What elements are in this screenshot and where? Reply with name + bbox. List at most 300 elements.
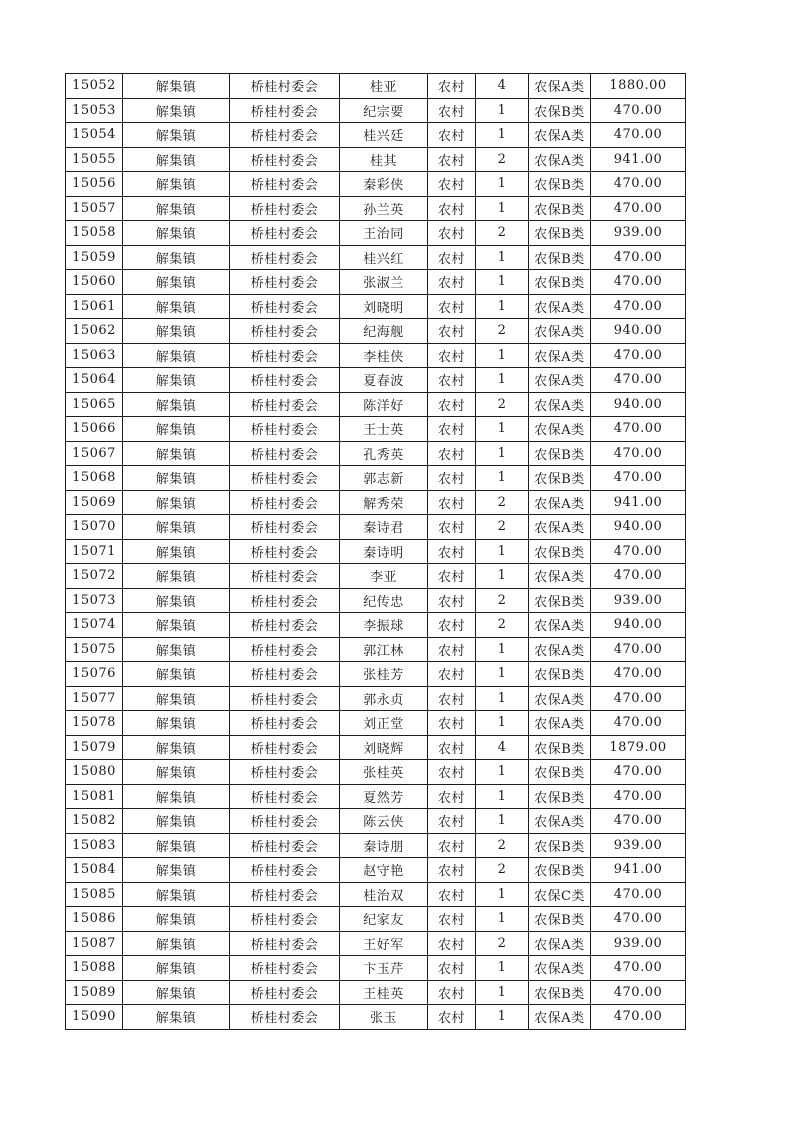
cell-town: 解集镇 xyxy=(123,784,230,809)
cell-name: 刘晓明 xyxy=(340,294,428,319)
cell-insurance: 农保B类 xyxy=(529,833,591,858)
cell-name: 纪家友 xyxy=(340,907,428,932)
cell-village: 桥桂村委会 xyxy=(230,539,340,564)
cell-category: 农村 xyxy=(428,147,476,172)
cell-count: 2 xyxy=(476,392,529,417)
cell-village: 桥桂村委会 xyxy=(230,809,340,834)
cell-village: 桥桂村委会 xyxy=(230,196,340,221)
cell-insurance: 农保A类 xyxy=(529,637,591,662)
table-row xyxy=(66,907,686,932)
table-row xyxy=(66,809,686,834)
cell-village: 桥桂村委会 xyxy=(230,882,340,907)
cell-count: 2 xyxy=(476,515,529,540)
cell-amount: 939.00 xyxy=(591,931,686,956)
cell-name: 张玉 xyxy=(340,1005,428,1030)
cell-amount: 470.00 xyxy=(591,956,686,981)
cell-count: 1 xyxy=(476,539,529,564)
cell-category: 农村 xyxy=(428,221,476,246)
cell-village: 桥桂村委会 xyxy=(230,784,340,809)
cell-insurance: 农保A类 xyxy=(529,294,591,319)
cell-village: 桥桂村委会 xyxy=(230,245,340,270)
cell-id: 15058 xyxy=(66,221,123,246)
cell-id: 15057 xyxy=(66,196,123,221)
cell-town: 解集镇 xyxy=(123,858,230,883)
cell-name: 李桂侠 xyxy=(340,343,428,368)
cell-category: 农村 xyxy=(428,539,476,564)
cell-village: 桥桂村委会 xyxy=(230,417,340,442)
cell-insurance: 农保B类 xyxy=(529,858,591,883)
cell-insurance: 农保A类 xyxy=(529,613,591,638)
cell-name: 解秀荣 xyxy=(340,490,428,515)
cell-insurance: 农保B类 xyxy=(529,760,591,785)
cell-amount: 470.00 xyxy=(591,1005,686,1030)
cell-category: 农村 xyxy=(428,441,476,466)
cell-id: 15062 xyxy=(66,319,123,344)
cell-insurance: 农保A类 xyxy=(529,368,591,393)
cell-insurance: 农保B类 xyxy=(529,98,591,123)
cell-town: 解集镇 xyxy=(123,931,230,956)
table-row xyxy=(66,466,686,491)
cell-id: 15077 xyxy=(66,686,123,711)
cell-insurance: 农保A类 xyxy=(529,931,591,956)
cell-id: 15080 xyxy=(66,760,123,785)
cell-id: 15064 xyxy=(66,368,123,393)
cell-category: 农村 xyxy=(428,294,476,319)
cell-amount: 941.00 xyxy=(591,147,686,172)
table-row xyxy=(66,417,686,442)
cell-village: 桥桂村委会 xyxy=(230,294,340,319)
cell-category: 农村 xyxy=(428,123,476,148)
cell-id: 15082 xyxy=(66,809,123,834)
cell-category: 农村 xyxy=(428,196,476,221)
table-row xyxy=(66,441,686,466)
cell-town: 解集镇 xyxy=(123,98,230,123)
cell-insurance: 农保B类 xyxy=(529,441,591,466)
cell-amount: 470.00 xyxy=(591,907,686,932)
cell-id: 15086 xyxy=(66,907,123,932)
cell-insurance: 农保A类 xyxy=(529,417,591,442)
cell-name: 王好军 xyxy=(340,931,428,956)
cell-id: 15055 xyxy=(66,147,123,172)
cell-insurance: 农保A类 xyxy=(529,319,591,344)
cell-id: 15088 xyxy=(66,956,123,981)
table-row xyxy=(66,368,686,393)
cell-town: 解集镇 xyxy=(123,637,230,662)
cell-village: 桥桂村委会 xyxy=(230,221,340,246)
cell-id: 15054 xyxy=(66,123,123,148)
cell-category: 农村 xyxy=(428,882,476,907)
cell-category: 农村 xyxy=(428,392,476,417)
cell-id: 15071 xyxy=(66,539,123,564)
table-row xyxy=(66,613,686,638)
cell-amount: 939.00 xyxy=(591,833,686,858)
cell-name: 陈云侠 xyxy=(340,809,428,834)
cell-amount: 939.00 xyxy=(591,221,686,246)
cell-count: 1 xyxy=(476,368,529,393)
cell-count: 2 xyxy=(476,221,529,246)
cell-id: 15060 xyxy=(66,270,123,295)
cell-village: 桥桂村委会 xyxy=(230,466,340,491)
cell-count: 2 xyxy=(476,319,529,344)
cell-category: 农村 xyxy=(428,980,476,1005)
table-row xyxy=(66,735,686,760)
cell-name: 秦彩侠 xyxy=(340,172,428,197)
cell-insurance: 农保B类 xyxy=(529,907,591,932)
cell-town: 解集镇 xyxy=(123,711,230,736)
cell-village: 桥桂村委会 xyxy=(230,392,340,417)
cell-id: 15087 xyxy=(66,931,123,956)
cell-count: 1 xyxy=(476,809,529,834)
cell-insurance: 农保B类 xyxy=(529,196,591,221)
table-row xyxy=(66,980,686,1005)
cell-count: 1 xyxy=(476,980,529,1005)
cell-town: 解集镇 xyxy=(123,147,230,172)
cell-amount: 470.00 xyxy=(591,294,686,319)
cell-amount: 940.00 xyxy=(591,319,686,344)
cell-name: 郭江林 xyxy=(340,637,428,662)
table-row xyxy=(66,392,686,417)
cell-id: 15063 xyxy=(66,343,123,368)
cell-town: 解集镇 xyxy=(123,74,230,99)
cell-amount: 470.00 xyxy=(591,98,686,123)
cell-amount: 941.00 xyxy=(591,490,686,515)
table-row xyxy=(66,74,686,99)
cell-id: 15052 xyxy=(66,74,123,99)
table-row xyxy=(66,711,686,736)
cell-category: 农村 xyxy=(428,515,476,540)
cell-category: 农村 xyxy=(428,319,476,344)
table-row xyxy=(66,319,686,344)
cell-town: 解集镇 xyxy=(123,735,230,760)
cell-id: 15090 xyxy=(66,1005,123,1030)
cell-village: 桥桂村委会 xyxy=(230,343,340,368)
cell-amount: 470.00 xyxy=(591,466,686,491)
cell-id: 15067 xyxy=(66,441,123,466)
cell-category: 农村 xyxy=(428,490,476,515)
cell-count: 2 xyxy=(476,490,529,515)
cell-amount: 470.00 xyxy=(591,368,686,393)
cell-category: 农村 xyxy=(428,809,476,834)
cell-name: 桂治双 xyxy=(340,882,428,907)
cell-town: 解集镇 xyxy=(123,392,230,417)
cell-count: 1 xyxy=(476,123,529,148)
table-row xyxy=(66,1005,686,1030)
benefits-table xyxy=(65,73,686,1030)
cell-village: 桥桂村委会 xyxy=(230,515,340,540)
cell-category: 农村 xyxy=(428,662,476,687)
cell-name: 李振球 xyxy=(340,613,428,638)
cell-id: 15085 xyxy=(66,882,123,907)
table-row xyxy=(66,637,686,662)
cell-count: 1 xyxy=(476,417,529,442)
cell-category: 农村 xyxy=(428,270,476,295)
cell-village: 桥桂村委会 xyxy=(230,760,340,785)
cell-name: 王士英 xyxy=(340,417,428,442)
cell-id: 15081 xyxy=(66,784,123,809)
cell-insurance: 农保A类 xyxy=(529,564,591,589)
table-row xyxy=(66,490,686,515)
cell-town: 解集镇 xyxy=(123,515,230,540)
cell-count: 1 xyxy=(476,882,529,907)
cell-amount: 1879.00 xyxy=(591,735,686,760)
cell-town: 解集镇 xyxy=(123,441,230,466)
cell-id: 15075 xyxy=(66,637,123,662)
cell-village: 桥桂村委会 xyxy=(230,956,340,981)
cell-count: 2 xyxy=(476,931,529,956)
cell-count: 4 xyxy=(476,74,529,99)
cell-amount: 470.00 xyxy=(591,662,686,687)
cell-amount: 470.00 xyxy=(591,172,686,197)
table-row xyxy=(66,539,686,564)
cell-count: 1 xyxy=(476,466,529,491)
cell-name: 李亚 xyxy=(340,564,428,589)
cell-town: 解集镇 xyxy=(123,980,230,1005)
cell-id: 15079 xyxy=(66,735,123,760)
table-row xyxy=(66,564,686,589)
cell-insurance: 农保A类 xyxy=(529,392,591,417)
cell-id: 15069 xyxy=(66,490,123,515)
cell-village: 桥桂村委会 xyxy=(230,858,340,883)
cell-village: 桥桂村委会 xyxy=(230,368,340,393)
cell-id: 15089 xyxy=(66,980,123,1005)
cell-town: 解集镇 xyxy=(123,123,230,148)
cell-amount: 470.00 xyxy=(591,564,686,589)
cell-insurance: 农保A类 xyxy=(529,711,591,736)
table-row xyxy=(66,245,686,270)
cell-insurance: 农保B类 xyxy=(529,466,591,491)
cell-name: 陈洋好 xyxy=(340,392,428,417)
cell-count: 1 xyxy=(476,711,529,736)
table-row xyxy=(66,882,686,907)
table-row xyxy=(66,686,686,711)
cell-town: 解集镇 xyxy=(123,760,230,785)
table-row xyxy=(66,221,686,246)
cell-town: 解集镇 xyxy=(123,196,230,221)
cell-category: 农村 xyxy=(428,760,476,785)
cell-town: 解集镇 xyxy=(123,564,230,589)
cell-amount: 470.00 xyxy=(591,686,686,711)
cell-category: 农村 xyxy=(428,931,476,956)
cell-count: 1 xyxy=(476,343,529,368)
cell-category: 农村 xyxy=(428,784,476,809)
table-row xyxy=(66,343,686,368)
cell-insurance: 农保B类 xyxy=(529,172,591,197)
cell-name: 郭志新 xyxy=(340,466,428,491)
cell-town: 解集镇 xyxy=(123,417,230,442)
table-row xyxy=(66,98,686,123)
cell-count: 1 xyxy=(476,441,529,466)
cell-name: 王桂英 xyxy=(340,980,428,1005)
cell-category: 农村 xyxy=(428,833,476,858)
table-row xyxy=(66,172,686,197)
cell-category: 农村 xyxy=(428,245,476,270)
cell-id: 15070 xyxy=(66,515,123,540)
cell-category: 农村 xyxy=(428,417,476,442)
cell-town: 解集镇 xyxy=(123,319,230,344)
cell-name: 桂亚 xyxy=(340,74,428,99)
cell-category: 农村 xyxy=(428,368,476,393)
cell-category: 农村 xyxy=(428,637,476,662)
cell-category: 农村 xyxy=(428,858,476,883)
cell-village: 桥桂村委会 xyxy=(230,147,340,172)
cell-category: 农村 xyxy=(428,711,476,736)
cell-village: 桥桂村委会 xyxy=(230,588,340,613)
cell-amount: 470.00 xyxy=(591,711,686,736)
cell-town: 解集镇 xyxy=(123,686,230,711)
cell-name: 秦诗君 xyxy=(340,515,428,540)
cell-town: 解集镇 xyxy=(123,882,230,907)
cell-name: 张淑兰 xyxy=(340,270,428,295)
cell-category: 农村 xyxy=(428,98,476,123)
cell-village: 桥桂村委会 xyxy=(230,931,340,956)
cell-village: 桥桂村委会 xyxy=(230,833,340,858)
cell-name: 桂其 xyxy=(340,147,428,172)
cell-count: 2 xyxy=(476,147,529,172)
cell-insurance: 农保B类 xyxy=(529,662,591,687)
cell-category: 农村 xyxy=(428,686,476,711)
cell-insurance: 农保A类 xyxy=(529,686,591,711)
cell-count: 2 xyxy=(476,588,529,613)
cell-id: 15078 xyxy=(66,711,123,736)
cell-name: 孔秀英 xyxy=(340,441,428,466)
cell-amount: 470.00 xyxy=(591,196,686,221)
cell-insurance: 农保A类 xyxy=(529,74,591,99)
cell-town: 解集镇 xyxy=(123,809,230,834)
cell-category: 农村 xyxy=(428,735,476,760)
cell-insurance: 农保A类 xyxy=(529,147,591,172)
table-row xyxy=(66,662,686,687)
cell-insurance: 农保B类 xyxy=(529,980,591,1005)
cell-count: 2 xyxy=(476,613,529,638)
cell-insurance: 农保A类 xyxy=(529,123,591,148)
cell-village: 桥桂村委会 xyxy=(230,637,340,662)
cell-count: 2 xyxy=(476,858,529,883)
cell-amount: 940.00 xyxy=(591,613,686,638)
cell-town: 解集镇 xyxy=(123,613,230,638)
cell-name: 秦诗朋 xyxy=(340,833,428,858)
cell-insurance: 农保A类 xyxy=(529,515,591,540)
cell-category: 农村 xyxy=(428,907,476,932)
cell-id: 15066 xyxy=(66,417,123,442)
cell-village: 桥桂村委会 xyxy=(230,172,340,197)
table-row xyxy=(66,760,686,785)
cell-insurance: 农保C类 xyxy=(529,882,591,907)
cell-count: 1 xyxy=(476,98,529,123)
cell-village: 桥桂村委会 xyxy=(230,98,340,123)
cell-town: 解集镇 xyxy=(123,588,230,613)
table-row xyxy=(66,196,686,221)
cell-insurance: 农保B类 xyxy=(529,735,591,760)
cell-village: 桥桂村委会 xyxy=(230,686,340,711)
cell-name: 张桂芳 xyxy=(340,662,428,687)
table-row xyxy=(66,294,686,319)
cell-name: 卞玉芹 xyxy=(340,956,428,981)
cell-name: 赵守艳 xyxy=(340,858,428,883)
cell-amount: 941.00 xyxy=(591,858,686,883)
cell-category: 农村 xyxy=(428,588,476,613)
cell-count: 1 xyxy=(476,784,529,809)
table-row xyxy=(66,784,686,809)
table-row xyxy=(66,956,686,981)
cell-id: 15059 xyxy=(66,245,123,270)
cell-insurance: 农保B类 xyxy=(529,539,591,564)
cell-village: 桥桂村委会 xyxy=(230,441,340,466)
cell-village: 桥桂村委会 xyxy=(230,74,340,99)
cell-insurance: 农保B类 xyxy=(529,221,591,246)
cell-village: 桥桂村委会 xyxy=(230,980,340,1005)
cell-id: 15083 xyxy=(66,833,123,858)
cell-amount: 470.00 xyxy=(591,980,686,1005)
cell-count: 1 xyxy=(476,907,529,932)
cell-amount: 470.00 xyxy=(591,784,686,809)
cell-amount: 470.00 xyxy=(591,760,686,785)
cell-amount: 470.00 xyxy=(591,417,686,442)
cell-village: 桥桂村委会 xyxy=(230,613,340,638)
cell-town: 解集镇 xyxy=(123,343,230,368)
cell-town: 解集镇 xyxy=(123,270,230,295)
table-row xyxy=(66,123,686,148)
cell-id: 15073 xyxy=(66,588,123,613)
cell-id: 15074 xyxy=(66,613,123,638)
cell-count: 1 xyxy=(476,662,529,687)
cell-village: 桥桂村委会 xyxy=(230,907,340,932)
cell-insurance: 农保A类 xyxy=(529,809,591,834)
cell-village: 桥桂村委会 xyxy=(230,662,340,687)
cell-amount: 470.00 xyxy=(591,270,686,295)
cell-insurance: 农保A类 xyxy=(529,490,591,515)
cell-amount: 470.00 xyxy=(591,245,686,270)
cell-name: 秦诗明 xyxy=(340,539,428,564)
table-row xyxy=(66,515,686,540)
cell-insurance: 农保B类 xyxy=(529,784,591,809)
cell-amount: 940.00 xyxy=(591,392,686,417)
cell-insurance: 农保A类 xyxy=(529,343,591,368)
cell-count: 1 xyxy=(476,196,529,221)
cell-category: 农村 xyxy=(428,172,476,197)
cell-count: 1 xyxy=(476,686,529,711)
cell-name: 刘正堂 xyxy=(340,711,428,736)
table-row xyxy=(66,270,686,295)
cell-village: 桥桂村委会 xyxy=(230,123,340,148)
cell-id: 15076 xyxy=(66,662,123,687)
cell-town: 解集镇 xyxy=(123,221,230,246)
cell-name: 桂兴廷 xyxy=(340,123,428,148)
cell-category: 农村 xyxy=(428,74,476,99)
cell-town: 解集镇 xyxy=(123,245,230,270)
cell-town: 解集镇 xyxy=(123,172,230,197)
cell-name: 刘晓辉 xyxy=(340,735,428,760)
cell-amount: 470.00 xyxy=(591,441,686,466)
cell-amount: 470.00 xyxy=(591,809,686,834)
cell-count: 1 xyxy=(476,172,529,197)
cell-count: 1 xyxy=(476,1005,529,1030)
cell-town: 解集镇 xyxy=(123,662,230,687)
cell-name: 夏然芳 xyxy=(340,784,428,809)
table-row xyxy=(66,858,686,883)
cell-town: 解集镇 xyxy=(123,907,230,932)
cell-id: 15053 xyxy=(66,98,123,123)
cell-id: 15056 xyxy=(66,172,123,197)
cell-village: 桥桂村委会 xyxy=(230,735,340,760)
cell-town: 解集镇 xyxy=(123,368,230,393)
cell-id: 15084 xyxy=(66,858,123,883)
cell-id: 15061 xyxy=(66,294,123,319)
cell-town: 解集镇 xyxy=(123,294,230,319)
cell-amount: 470.00 xyxy=(591,882,686,907)
cell-category: 农村 xyxy=(428,343,476,368)
table-row xyxy=(66,931,686,956)
cell-name: 郭永贞 xyxy=(340,686,428,711)
